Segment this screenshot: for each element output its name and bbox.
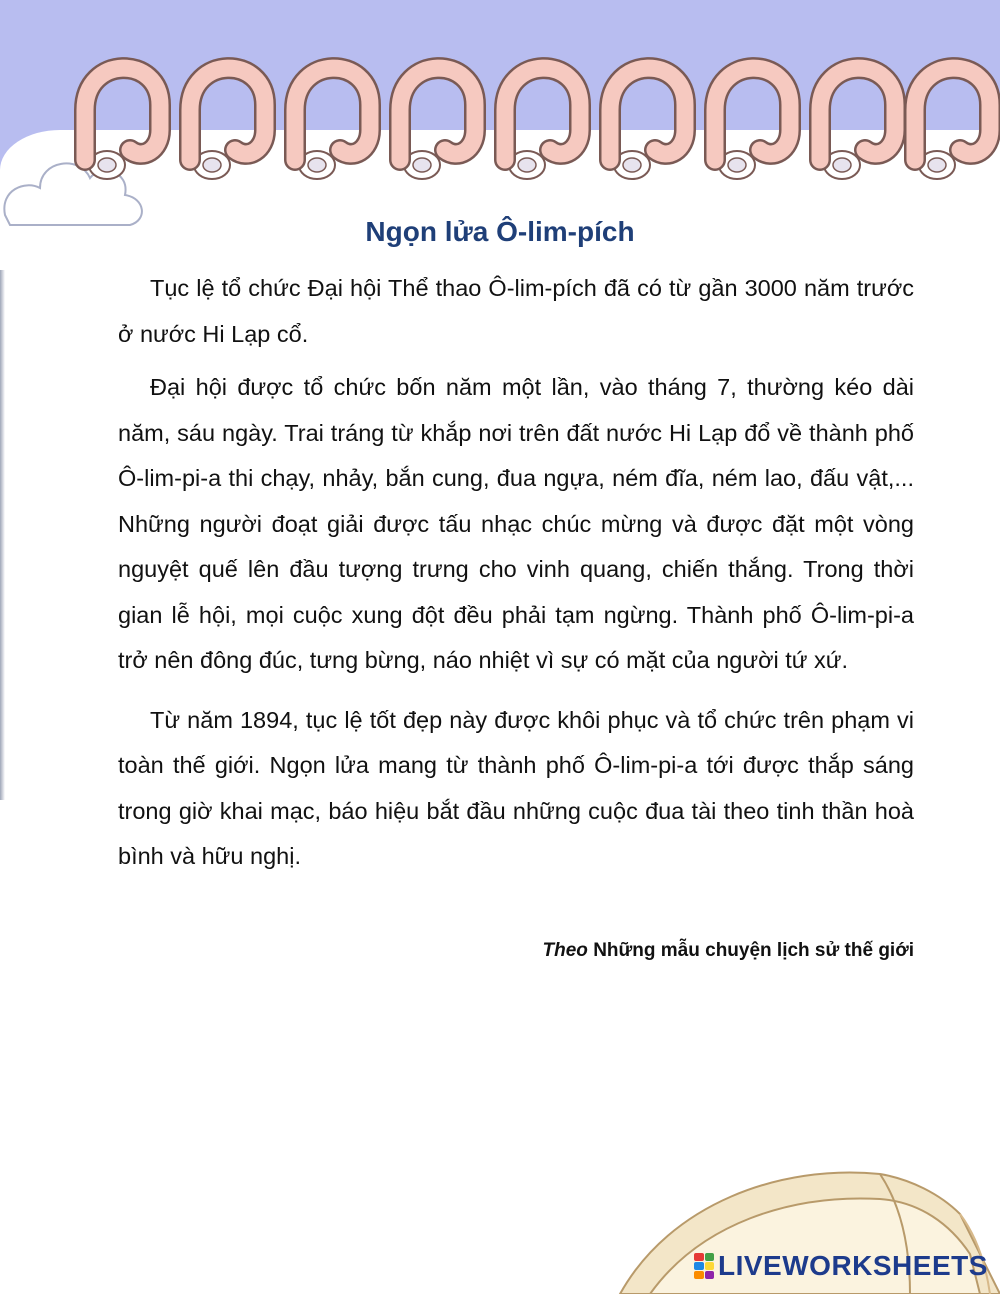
paragraph-3: Từ năm 1894, tục lệ tốt đẹp này được khôi phục và tổ chức trên phạm vi toàn thế giới. Ngọn lửa mang từ thành phố Ô-lim-pi-a tới được thắp sáng trong giờ khai mạc, báo hiệu bắt đầu những cuộc đua tài theo tinh thần hoà bình và hữu nghị. (118, 706, 914, 869)
page-title: Ngọn lửa Ô-lim-pích (365, 216, 635, 247)
liveworksheets-logo-icon (694, 1253, 714, 1279)
liveworksheets-brand[interactable] (694, 1250, 988, 1282)
binder-ring (400, 68, 475, 179)
binder-ring (820, 68, 895, 179)
binder-ring (715, 68, 790, 179)
story-text (118, 266, 914, 880)
source-prefix: Theo (542, 940, 588, 961)
logo-block (705, 1253, 715, 1261)
logo-block (694, 1271, 704, 1279)
logo-block (705, 1262, 715, 1270)
brand-name: LIVEWORKSHEETS (718, 1250, 988, 1281)
source-title: Những mẫu chuyện lịch sử thế giới (593, 940, 914, 961)
binder-ring (190, 68, 265, 179)
page-edge-shadow (0, 270, 5, 800)
paragraph-1: Tục lệ tổ chức Đại hội Thể thao Ô-lim-pích đã có từ gần 3000 năm trước ở nước Hi Lạp cổ. (118, 275, 914, 347)
paragraph-2: Đại hội được tổ chức bốn năm một lần, vào tháng 7, thường kéo dài năm, sáu ngày. Trai tráng từ khắp nơi trên đất nước Hi Lạp đổ về thành phố Ô-lim-pi-a thi chạy, nhảy, bắn cung, đua ngựa, ném đĩa, ném lao, đấu vật,... Những người đoạt giải được tấu nhạc chúc mừng và được đặt một vòng nguyệt quế lên đầu tượng trưng cho vinh quang, chiến thắng. Trong thời gian lễ hội, mọi cuộc xung đột đều phải tạm ngừng. Thành phố Ô-lim-pi-a trở nên đông đúc, tưng bừng, náo nhiệt vì sự có mặt của người tứ xứ. (118, 374, 914, 673)
binder-ring (295, 68, 370, 179)
source-citation (543, 940, 914, 962)
binder-ring (915, 68, 990, 179)
binder-ring (85, 68, 160, 179)
binder-ring (610, 68, 685, 179)
logo-block (705, 1271, 715, 1279)
binder-ring (505, 68, 580, 179)
logo-block (694, 1253, 704, 1261)
logo-block (694, 1262, 704, 1270)
notebook-rings-icon (0, 0, 1000, 210)
